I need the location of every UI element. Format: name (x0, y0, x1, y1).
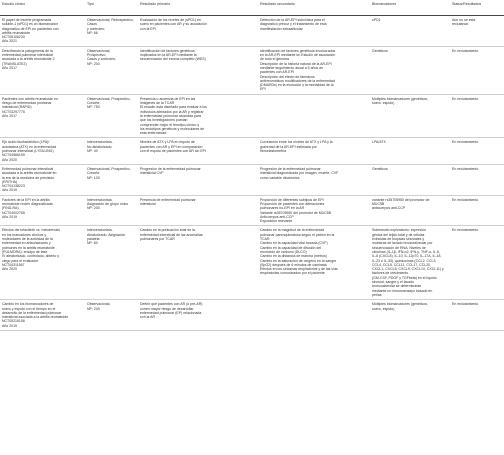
cell-estudio: Efectos del tofacitinib vs. metotrexato en los marcadores clínicos y moleculares de la actividad de la enfermedad en articulaciones y pulmones en la artritis reumatoide (PULMORA): ensayo de fase IV aleatorizado, controlado, abierto y ciego para el evaluador NCT04311567 Año 2020 (0, 226, 85, 300)
cell-secundario: Progresión de la enfermedad pulmonar intersticial diagnosticada por imagen, muerte, CVF como variable dicotómica (258, 164, 370, 195)
header-status: Status/Resultados (450, 0, 504, 16)
cell-status: En reclutamiento (450, 300, 504, 331)
table-row (0, 16, 504, 47)
table-row (0, 46, 504, 94)
cell-secundario: Identificación de factores genéticos involucrados en la AR-EPI mediante un Estudio de asociación de todo el genoma Descripción de la historia natural de la AR-EPI mediante seguimiento anual a 5 años de pacientes con AR-EPI Descripción del efecto de fármacos antirreumáticos modificadores de la enfermedad (DMARDs) en la evolución y la mortalidad de la EPI (258, 46, 370, 94)
cell-primario: Cambio en la puntuación total de la enfermedad intersticial de las anomalías pulmonares por TCAR (138, 226, 258, 300)
cell-status: En reclutamiento (450, 94, 504, 138)
cell-primario: Identificación de factores genéticos implicados en la AR-EPI mediante la secuenciación del exoma completo (WES) (138, 46, 258, 94)
cell-tipo: Observacional, NP: 240 (85, 300, 138, 331)
cell-tipo: Observacional, Retrospectivo, Casos y controles; NP: 66 (85, 16, 138, 47)
cell-tipo: Intervencionista, Aleatorizado, Asignación paralela NP: 60 (85, 226, 138, 300)
table-row (0, 94, 504, 138)
cell-tipo: Observacional, Prospectivo, Cohorte; NP: 750 (85, 94, 138, 138)
cell-tipo: Observacional, Prospectivo, Cohorte NP: 100 (85, 164, 138, 195)
cell-tipo: Intervencionista, No aleatorizado NP: 40 (85, 138, 138, 164)
cell-biomarcadores: Múltiples biomarcadores (genéticos, suero, esputo) (370, 300, 450, 331)
cell-biomarcadores: Genéticos (370, 164, 450, 195)
table-header-row (0, 0, 504, 16)
cell-status: En reclutamiento (450, 138, 504, 164)
table-row (0, 164, 504, 195)
table-row (0, 195, 504, 226)
cell-estudio: Pacientes con artritis reumatoide en riesgo de enfermedad pulmonar intersticial (RAPID) NCT03297775 Año 2017 (0, 94, 85, 138)
table-row (0, 226, 504, 300)
cell-status: En reclutamiento (450, 195, 504, 226)
cell-secundario: Correlación entre los niveles de ATX y LPA y la gravedad de la AR-EPI estimada por fibroelastometría (258, 138, 370, 164)
cell-secundario: Detección de la AR-EPI subclínica para el diagnóstico precoz y el tratamiento de esta manifestación extraarticular (258, 16, 370, 47)
table-row (0, 300, 504, 331)
cell-secundario: Cambio en la magnitud de la enfermedad pulmonar parenquimatosa según el patrón en la TCAR Cambio en la capacidad vital forzada (CVF) Cambio en la capacidad de difusión del monóxido de carbono (DLCO) Cambio en la distancia de marcha (metros) Cambio en la saturación de oxígeno en la sangre (SpO2) después de 6 minutos de caminata Efectos en los síntomas respiratorios y de las vías respiratorias comunicados por el paciente (258, 226, 370, 300)
cell-primario: Evaluación de los niveles de (sPD1) en suero en pacientes con AR y su asociación con la EPI (138, 16, 258, 47)
cell-primario: Definir qué pacientes con AR (o pre-AR) corren mayor riesgo de desarrollar enfermedad pulmonar (EP) relacionada con la AR (138, 300, 258, 331)
cell-primario: Progresión de la enfermedad pulmonar intersticial CVF (138, 164, 258, 195)
header-tipo: Tipo (85, 0, 138, 16)
cell-tipo: Intervencionista, Asignación de grupo único NP: 200 (85, 195, 138, 226)
cell-primario: Presencia o ausencia de EPI en las imágenes de la TCAR El estudio está diseñado para evaluar a los individuos afectados por la AR y registrar la enfermedad pulmonar asociada para que los investigadores puedan comprender mejor el fenotipo clínico y los endotipos genéticos y moleculares de esta enfermedad (138, 94, 258, 138)
header-resultado-primario: Resultado primario (138, 0, 258, 16)
cell-secundario (258, 94, 370, 138)
cell-estudio: Factores de la EPI en la artritis reumatoide recién diagnosticada (FIND-RA) NCT04002765 Año 2019 (0, 195, 85, 226)
cell-status: Aún no se está reclutando (450, 16, 504, 47)
cell-estudio: Cambio en los biomarcadores de suero y esputo con el tiempo en el desarrollo de la enfermedad pulmonar intersticial asociada a la artritis reumatoide NCT05216156 Año 2019 (0, 300, 85, 331)
header-resultado-secundario: Resultado secundario (258, 0, 370, 16)
table-row (0, 138, 504, 164)
cell-status: En reclutamiento (450, 226, 504, 300)
header-biomarcadores: Biomarcadores (370, 0, 450, 16)
cell-estudio: Enfermedad pulmonar intersticial asociada a la artritis reumatoide en la era de la medicina de precisión (ERITHA) NCT04138223 Año 2019 (0, 164, 85, 195)
cell-secundario (258, 300, 370, 331)
cell-estudio: Eje ácido lisofosfatídico (LPA)/ autotaxina (ATX) en la enfermedad pulmonar intersticial (LYSILUNG) NCT04566159 Año 2020 (0, 138, 85, 164)
cell-biomarcadores: Múltiples biomarcadores (genéticos, suero, esputo) (370, 94, 450, 138)
cell-status: En reclutamiento (450, 164, 504, 195)
cell-primario: Presencia de enfermedad pulmonar intersticial (138, 195, 258, 226)
cell-primario: Niveles de ATX y LPA en esputo de pacientes con AR y EPI en comparación con el esputo de pacientes con AR sin EPI (138, 138, 258, 164)
cell-secundario: Proporción de diferentes subtipos de EPI Proporción de pacientes con alteraciones pulmonares no-EPI en la AR Variante rs35705950 del promotor de MUC5B Anticuerpos anti-CCP Exposición relevante (258, 195, 370, 226)
cell-status: En reclutamiento (450, 46, 504, 94)
cell-biomarcadores: LPA/ATX (370, 138, 450, 164)
cell-biomarcadores: sPD1 (370, 16, 450, 47)
cell-biomarcadores: variante rs35705950 del promotor de MUC5B anticuerpos anti-CCP (370, 195, 450, 226)
cell-tipo: Observacional, Prospectivo, Casos y controles; NP: 200 (85, 46, 138, 94)
cell-biomarcadores: Genéticos (370, 46, 450, 94)
cell-biomarcadores: Subestudio exploratorio: expresión génica del tejido total y de células extraídas de biopsias sinoviales y muestras de lavado broncoalveolar por secuenciación de RNA; Niveles de citocinas (IL-1β, IFN-α2, IFN-γ, TNF-α, IL-6, IL-8 (CXCL8), IL-10, IL-12p70, IL-17A, IL-18, IL-23 e IL-33), quimiocinas (CCL2, CCL3, CCL4, CCL5, CCL11, CCL17, CCL20, CXCL1, CXCL5, CXCL9, CXCL10, CXCL11) y factores de crecimiento (GM-CSF, PDGF y TGFbeta) en el líquido sinovial, sangre y el lavado broncoalveolar se determinarán mediante un inmunoensayo basado en perlas (370, 226, 450, 300)
cell-estudio: El papel de muerte programada soluble-1 (sPD1) es un biomarcador diagnóstico de EPI en pacientes con artritis reumatoide NCT05106230 Año 2021 (0, 16, 85, 47)
header-estudio: Estudio clínico (0, 0, 85, 16)
cell-estudio: Descifrando la patogénesis de la enfermedad pulmonar intersticial asociada a la artritis reumatoide 2 (TRANSLATE2) Año 2017 (0, 46, 85, 94)
